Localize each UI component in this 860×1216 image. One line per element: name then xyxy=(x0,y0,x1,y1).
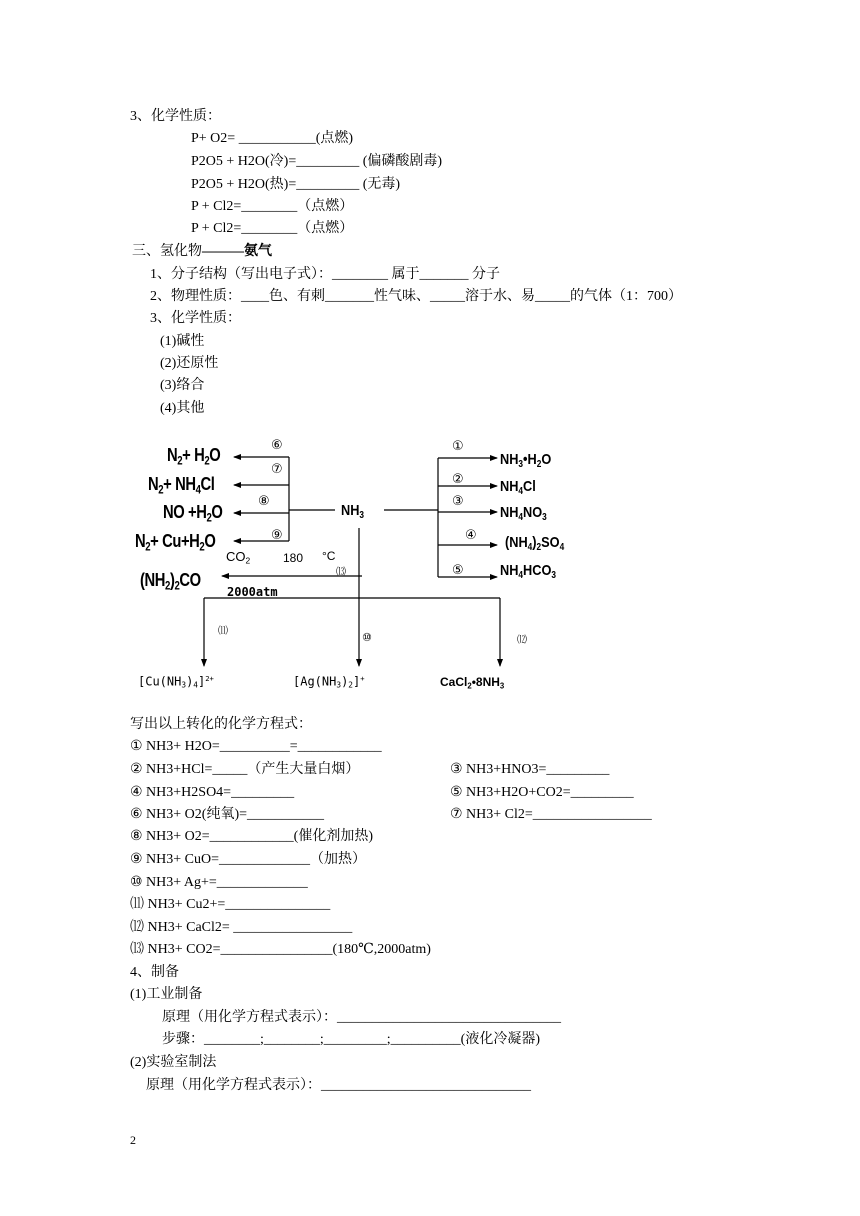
label-13: ⒀ xyxy=(336,567,346,578)
label-7: ⑦ xyxy=(271,462,283,477)
label-4: ④ xyxy=(465,528,477,543)
product-13-urea: $(NH_2)_2CO$ xyxy=(140,570,201,593)
industrial-heading: (1)工业制备 xyxy=(130,987,203,1002)
product-6: $N_2+ H_2O$ xyxy=(167,445,221,468)
hydride-heading-dash: ——— xyxy=(202,244,244,259)
equation-4: ④ NH3+H2SO4=_________ xyxy=(130,785,295,800)
label-10: ⑩ xyxy=(362,631,372,644)
hydride-heading-ammonia: 氨气 xyxy=(244,244,272,259)
label-8: ⑧ xyxy=(258,494,270,509)
product-12: $CaCl_2•8NH_3$ xyxy=(440,675,505,691)
equation-5: ⑤ NH3+H2O+CO2=_________ xyxy=(450,785,634,800)
product-4: $(NH_4)_2SO_4$ xyxy=(505,534,565,553)
label-2: ② xyxy=(452,472,464,487)
label-1: ① xyxy=(452,439,464,454)
label-6: ⑥ xyxy=(271,438,283,453)
reaction-line: P+ O2= ___________(点燃) xyxy=(191,131,354,146)
industrial-principle: 原理（用化学方程式表示）：________________________________ xyxy=(162,1010,561,1025)
product-2: $NH_4Cl$ xyxy=(500,478,536,497)
industrial-steps: 步骤：________;________;_________;__________(液化冷凝器) xyxy=(162,1032,540,1047)
lab-principle: 原理（用化学方程式表示）：______________________________ xyxy=(146,1078,531,1093)
reaction-line: P + Cl2=________（点燃） xyxy=(191,199,354,214)
hydride-heading-prefix: 三、氢化物 xyxy=(132,244,202,259)
lab-heading: (2)实验室制法 xyxy=(130,1055,217,1070)
property-item: (2)还原性 xyxy=(160,356,219,371)
reaction-line: P2O5 + H2O(冷)=_________ (偏磷酸剧毒) xyxy=(191,154,443,169)
co2-reagent: $CO_2$ xyxy=(226,549,251,566)
equation-12: ⑿ NH3+ CaCl2= _________________ xyxy=(130,920,353,935)
prep-heading: 4、制备 xyxy=(130,965,179,980)
equation-3: ③ NH3+HNO3=_________ xyxy=(450,762,610,777)
product-1: $NH_3•H_2O$ xyxy=(500,451,552,470)
section-heading: 3、化学性质： xyxy=(130,109,221,124)
chemical-props-heading: 3、化学性质： xyxy=(150,311,241,326)
equation-11: ⑾ NH3+ Cu2+=_______________ xyxy=(130,897,331,912)
product-3: $NH_4NO_3$ xyxy=(500,504,547,523)
page-number: 2 xyxy=(130,1133,136,1147)
equation-7: ⑦ NH3+ Cl2=_________________ xyxy=(450,807,652,822)
product-10: $[Ag(NH_3)_2]^+$ xyxy=(293,674,365,690)
degree-label: °C xyxy=(322,549,336,563)
product-11: $[Cu(NH_3)_4]^{2+}$ xyxy=(138,674,214,690)
temperature-label: 180 xyxy=(283,551,304,565)
pressure-label: 2000atm xyxy=(227,585,278,599)
equation-9: ⑨ NH3+ CuO=_____________（加热） xyxy=(130,852,367,867)
ammonia-center: $NH_3$ xyxy=(341,502,365,521)
label-12: ⑿ xyxy=(517,635,527,646)
equation-6: ⑥ NH3+ O2(纯氧)=___________ xyxy=(130,807,324,822)
reaction-line: P2O5 + H2O(热)=_________ (无毒) xyxy=(191,177,401,192)
structure-line: 1、分子结构（写出电子式）：________ 属于_______ 分子 xyxy=(150,267,500,282)
equation-1: ① NH3+ H2O=__________=____________ xyxy=(130,739,382,754)
equations-intro: 写出以上转化的化学方程式： xyxy=(130,717,312,732)
product-7: $N_2+ NH_4Cl$ xyxy=(148,474,215,497)
label-3: ③ xyxy=(452,494,464,509)
property-item: (3)络合 xyxy=(160,378,205,393)
equation-8: ⑧ NH3+ O2=____________(催化剂加热) xyxy=(130,829,373,844)
equation-13: ⒀ NH3+ CO2=________________(180℃,2000atm) xyxy=(130,942,431,957)
product-8: NO $+H_2O$ xyxy=(163,502,223,525)
label-11: ⑾ xyxy=(218,626,228,637)
property-item: (4)其他 xyxy=(160,401,205,416)
reaction-line: P + Cl2=________（点燃） xyxy=(191,221,354,236)
product-9: $N_2+ Cu+H_2O$ xyxy=(135,531,216,554)
product-5: $NH_4HCO_3$ xyxy=(500,562,557,581)
label-9: ⑨ xyxy=(271,528,283,543)
equation-2: ② NH3+HCl=_____（产生大量白烟） xyxy=(130,762,360,777)
label-5: ⑤ xyxy=(452,563,464,578)
physical-props-line: 2、物理性质：____色、有刺_______性气味、_____溶于水、易_____的气体（1：700） xyxy=(150,289,682,304)
property-item: (1)碱性 xyxy=(160,334,205,349)
equation-10: ⑩ NH3+ Ag+=_____________ xyxy=(130,875,308,890)
